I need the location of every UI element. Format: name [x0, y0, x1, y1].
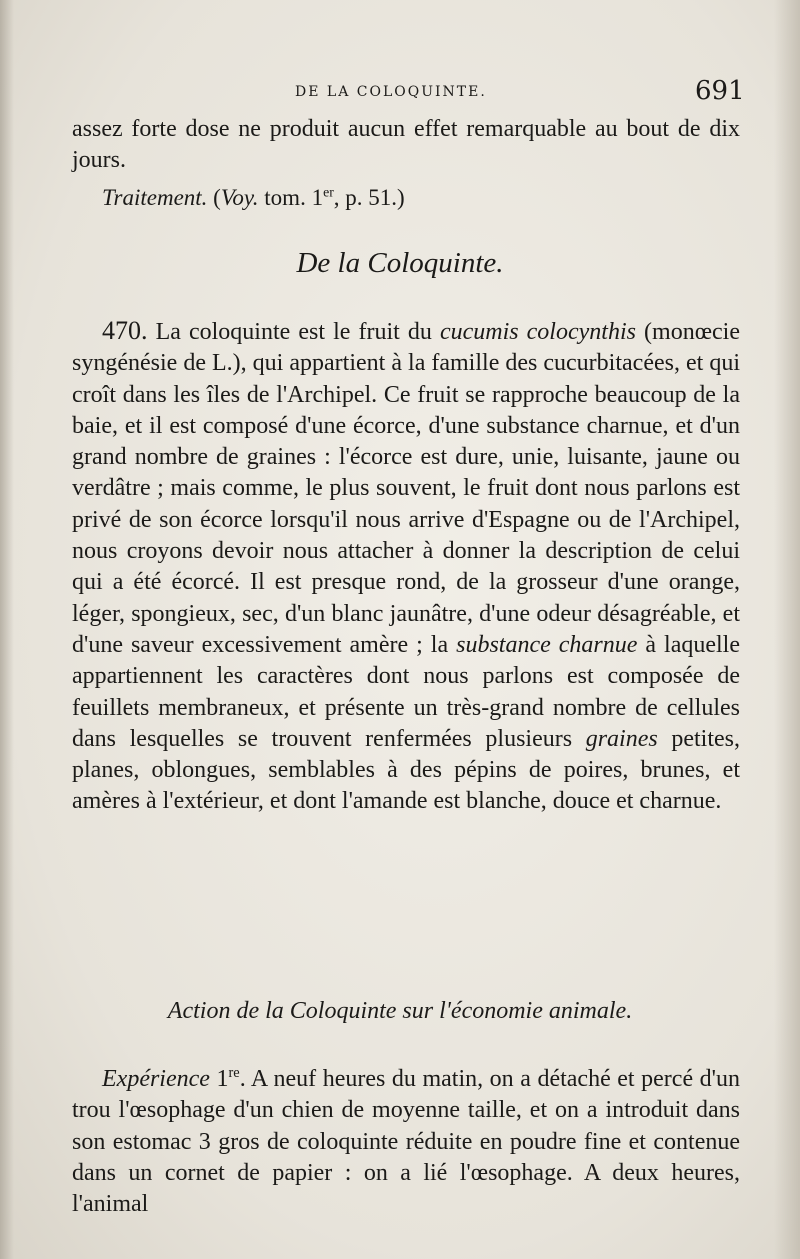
experience-number: 1: [209, 1066, 229, 1092]
p470-substance-charnue: substance charnue: [456, 631, 638, 658]
experience-sup: re: [228, 1065, 240, 1081]
p470-graines: graines: [585, 725, 658, 752]
experience-text: . A neuf heures du matin, on a détaché et percé d'un trou l'œsophage d'un chien de moyenne taille, et on a introduit dans son estomac 3 gros de coloquinte réduite en poudre fine et contenue dans un cornet de papier : on a lié l'œsophage. A deux heures, l'animal: [72, 1066, 740, 1218]
treatment-ref-tom: tom. 1: [258, 185, 324, 210]
page-shadow-left: [0, 0, 14, 1259]
page-number: 691: [695, 76, 745, 106]
p470-text-1: La coloquinte est le fruit du: [147, 319, 440, 345]
action-subheading: Action de la Coloquinte sur l'économie animale.: [167, 998, 633, 1024]
p470-text-4: petites, planes, oblongues, semblables à des pépins de poires, brunes, et amères à l'extérieur, et dont l'amande est blanche, douce et charnue.: [72, 725, 740, 815]
treatment-label: Traitement.: [102, 185, 208, 210]
p470-text-2: (monœcie syngénésie de L.), qui appartient à la famille des cucurbitacées, et qui croît dans les îles de l'Archipel. Ce fruit se rapproche beaucoup de la baie, et il est composé d'une écorce, d'une substance charnue, et d'un grand nombre de graines : l'écorce est dure, unie, luisante, jaune ou verdâtre ; mais comme, le plus souvent, le fruit dont nous parlons est privé de son écorce lorsqu'il nous arrive d'Espagne ou de l'Archipel, nous croyons devoir nous attacher à donner la description de celui qui a été écorcé. Il est presque rond, de la grosseur d'une orange, léger, spongieux, sec, d'un blanc jaunâtre, d'une odeur désagréable, et d'une saveur excessivement amère ; la: [72, 319, 741, 658]
treatment-ref-page: , p. 51.): [333, 185, 405, 210]
paragraph-number: 470.: [102, 316, 148, 345]
paragraph-470: [72, 315, 740, 818]
section-title: De la Coloquinte.: [296, 247, 504, 279]
page-shadow-right: [774, 0, 800, 1259]
treatment-ref-open: (: [207, 185, 221, 210]
treatment-line: [102, 182, 742, 213]
experience-paragraph: [72, 1064, 740, 1220]
p470-latin-name: cucumis colocynthis: [439, 319, 636, 345]
treatment-ref-voy: Voy.: [220, 185, 259, 210]
treatment-ref-sup: er: [323, 184, 334, 200]
running-head: DE LA COLOQUINTE.: [295, 84, 487, 100]
experience-label: Expérience: [102, 1066, 210, 1092]
p470-text-3: à laquelle appartiennent les caractères dont nous parlons est composée de feuillets membraneux, et présente un très-grand nombre de cellules dans lesquelles se trouvent renfermées plusieurs: [72, 631, 740, 752]
intro-paragraph: assez forte dose ne produit aucun effet remarquable au bout de dix jours.: [72, 116, 740, 174]
